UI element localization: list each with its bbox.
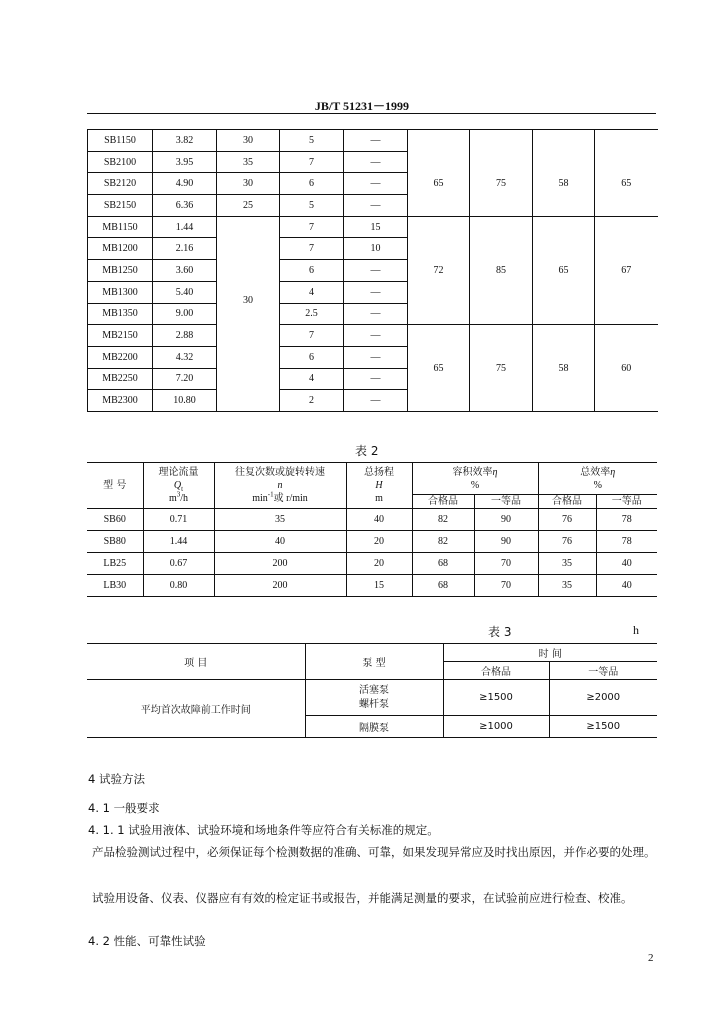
pump-piston: 活塞泵: [359, 684, 389, 696]
tot-pass-cell: 35: [538, 553, 596, 575]
standard-number: JB/T 51231－1999: [314, 99, 410, 113]
item-name: 平均首次故障前工作时间: [87, 680, 305, 738]
model-cell: MB2300: [88, 390, 153, 412]
efficiency-cell: 65: [595, 151, 658, 216]
flow-cell: 0.67: [143, 553, 214, 575]
pressure-cell: —: [344, 195, 408, 217]
model-cell: SB2100: [88, 151, 153, 173]
vol-first-cell: 70: [474, 575, 538, 597]
speed-label: 往复次数或旋转转速: [235, 467, 325, 478]
speed-cell: 200: [214, 575, 346, 597]
table3: [87, 643, 657, 738]
header-rule: [87, 113, 656, 114]
item-header: 项 目: [87, 644, 305, 680]
paragraph-2: 试验用设备、仪表、仪器应有有效的检定证书或报告，并能满足测量的要求，在试验前应进行检查、校准。: [92, 891, 633, 905]
speed-symbol: n: [277, 480, 283, 491]
vol-pass-cell: 68: [412, 553, 474, 575]
pressure-cell: —: [344, 325, 408, 347]
speed-cell: 25: [217, 195, 280, 217]
pass-header: 合格品: [443, 662, 549, 680]
speed-cell: 200: [214, 553, 346, 575]
table2-caption: 表 2: [355, 444, 379, 458]
vol-pass-cell: 82: [412, 531, 474, 553]
tot-pass-cell: 76: [538, 509, 596, 531]
vol-pass-cell: 82: [412, 509, 474, 531]
head-cell: 20: [346, 553, 412, 575]
speed-cell: 35: [217, 151, 280, 173]
pressure-cell: —: [344, 260, 408, 282]
section-4-1-1: 4. 1. 1 试验用液体、试验环境和场地条件等应符合有关标准的规定。: [88, 823, 439, 837]
time-first-2: ≥1500: [549, 716, 657, 738]
head-cell: 6: [280, 346, 344, 368]
pump-screw: 螺杆泵: [359, 698, 389, 710]
table-row: [87, 509, 657, 531]
head-cell: 20: [346, 531, 412, 553]
paragraph-1: 产品检验测试过程中，必须保证每个检测数据的准确、可靠，如果发现异常应及时找出原因，并作必要的处理。: [92, 845, 656, 859]
flow-cell: 2.16: [153, 238, 217, 260]
pressure-cell: —: [344, 346, 408, 368]
first-header: 一等品: [549, 662, 657, 680]
efficiency-cell: 72: [408, 216, 470, 324]
vol-pass-header: 合格品: [412, 495, 474, 509]
efficiency-cell: 60: [595, 325, 658, 412]
flow-unit-base: m: [168, 493, 177, 504]
efficiency-cell: 85: [470, 216, 533, 324]
head-cell: 40: [346, 509, 412, 531]
tot-first-cell: 40: [596, 553, 657, 575]
head-cell: 5: [280, 195, 344, 217]
page-number: 2: [648, 952, 654, 964]
efficiency-cell: 58: [533, 151, 595, 216]
head-cell: 5: [280, 130, 344, 152]
vol-first-cell: 70: [474, 553, 538, 575]
col-vol-eff-header: [412, 463, 538, 495]
pump-type-header: 泵 型: [305, 644, 443, 680]
time-pass-1: ≥1500: [443, 680, 549, 716]
model-cell: MB2150: [88, 325, 153, 347]
model-cell: SB1150: [88, 130, 153, 152]
table-row: [88, 325, 658, 347]
speed-cell: 35: [214, 509, 346, 531]
pressure-cell: —: [344, 368, 408, 390]
flow-cell: 3.82: [153, 130, 217, 152]
pressure-cell: —: [344, 173, 408, 195]
flow-cell: 4.90: [153, 173, 217, 195]
col-speed-header: [214, 463, 346, 509]
speed-unit-b: 或 r/min: [273, 493, 308, 504]
efficiency-cell: 65: [408, 325, 470, 412]
speed-merged-value: 30: [243, 294, 253, 306]
efficiency-cell: 67: [595, 216, 658, 324]
table2: [87, 462, 657, 597]
efficiency-cell: 75: [470, 151, 533, 216]
flow-symbol-sub: t: [181, 485, 184, 493]
flow-symbol: Q: [173, 480, 182, 491]
speed-cell: 30: [217, 173, 280, 195]
model-cell: LB30: [87, 575, 143, 597]
model-cell: MB1200: [88, 238, 153, 260]
table-row: [87, 553, 657, 575]
flow-cell: 2.88: [153, 325, 217, 347]
tot-first-cell: 78: [596, 531, 657, 553]
section-4-1-heading: 4. 1 一般要求: [88, 801, 160, 815]
tot-eff-symbol: η: [610, 466, 616, 478]
col-head-header: [346, 463, 412, 509]
table-row: [88, 130, 658, 152]
head-label: 总扬程: [364, 467, 394, 478]
section-4-heading: 4 试验方法: [88, 772, 145, 786]
efficiency-cell-blank: [470, 130, 533, 152]
head-cell: 7: [280, 325, 344, 347]
efficiency-cell-blank: [533, 130, 595, 152]
vol-first-header: 一等品: [474, 495, 538, 509]
flow-cell: 0.80: [143, 575, 214, 597]
pressure-cell: —: [344, 130, 408, 152]
vol-first-cell: 90: [474, 531, 538, 553]
efficiency-cell: 65: [533, 216, 595, 324]
flow-cell: 9.00: [153, 303, 217, 325]
head-cell: 2.5: [280, 303, 344, 325]
speed-cell-merged: [217, 216, 280, 411]
tot-pass-cell: 76: [538, 531, 596, 553]
tot-eff-unit: %: [593, 479, 602, 491]
model-cell: MB2250: [88, 368, 153, 390]
model-cell: MB1350: [88, 303, 153, 325]
flow-cell: 0.71: [143, 509, 214, 531]
model-cell: MB1300: [88, 281, 153, 303]
pump-type-1: [305, 680, 443, 716]
col-flow-header: [143, 463, 214, 509]
head-cell: 2: [280, 390, 344, 412]
col-model-header: 型 号: [87, 463, 143, 509]
flow-cell: 5.40: [153, 281, 217, 303]
head-unit: m: [375, 493, 383, 504]
tot-first-cell: 40: [596, 575, 657, 597]
table-row: [87, 575, 657, 597]
tot-pass-header: 合格品: [538, 495, 596, 509]
pressure-cell: —: [344, 151, 408, 173]
vol-eff-symbol: η: [492, 466, 498, 478]
head-cell: 15: [346, 575, 412, 597]
model-cell: SB2120: [88, 173, 153, 195]
vol-pass-cell: 68: [412, 575, 474, 597]
time-first-1: ≥2000: [549, 680, 657, 716]
efficiency-cell: 58: [533, 325, 595, 412]
head-cell: 7: [280, 151, 344, 173]
flow-unit-sup: 3: [176, 490, 181, 499]
efficiency-cell: 65: [408, 151, 470, 216]
vol-eff-label: 容积效率: [452, 466, 493, 478]
table3-unit: h: [633, 623, 639, 637]
tot-first-cell: 78: [596, 509, 657, 531]
flow-cell: 4.32: [153, 346, 217, 368]
flow-cell: 10.80: [153, 390, 217, 412]
time-header: 时 间: [443, 644, 657, 662]
tot-pass-cell: 35: [538, 575, 596, 597]
table-row: [88, 151, 658, 173]
pressure-cell: 15: [344, 216, 408, 238]
tot-eff-label: 总效率: [580, 466, 611, 478]
flow-cell: 1.44: [153, 216, 217, 238]
model-cell: SB2150: [88, 195, 153, 217]
model-cell: SB80: [87, 531, 143, 553]
model-cell: MB2200: [88, 346, 153, 368]
model-cell: LB25: [87, 553, 143, 575]
efficiency-cell-blank: [595, 130, 658, 152]
flow-unit-tail: /h: [180, 493, 189, 504]
head-cell: 7: [280, 238, 344, 260]
head-cell: 4: [280, 281, 344, 303]
model-cell: MB1250: [88, 260, 153, 282]
flow-cell: 1.44: [143, 531, 214, 553]
head-cell: 4: [280, 368, 344, 390]
head-cell: 7: [280, 216, 344, 238]
efficiency-cell: 75: [470, 325, 533, 412]
time-pass-2: ≥1000: [443, 716, 549, 738]
pressure-cell: 10: [344, 238, 408, 260]
head-cell: 6: [280, 173, 344, 195]
model-cell: MB1150: [88, 216, 153, 238]
speed-cell: 40: [214, 531, 346, 553]
table3-caption: 表 3: [488, 625, 512, 639]
table-continued: [87, 129, 658, 412]
head-cell: 6: [280, 260, 344, 282]
flow-cell: 3.60: [153, 260, 217, 282]
pump-diaphragm: 隔膜泵: [305, 716, 443, 738]
speed-unit-a: min: [252, 493, 268, 504]
efficiency-cell-blank: [408, 130, 470, 152]
flow-cell: 6.36: [153, 195, 217, 217]
flow-cell: 3.95: [153, 151, 217, 173]
tot-first-header: 一等品: [596, 495, 657, 509]
head-symbol: H: [375, 480, 383, 491]
pressure-cell: —: [344, 303, 408, 325]
pressure-cell: —: [344, 281, 408, 303]
vol-first-cell: 90: [474, 509, 538, 531]
flow-cell: 7.20: [153, 368, 217, 390]
speed-unit-sup: -1: [267, 490, 274, 499]
speed-cell: 30: [217, 130, 280, 152]
pressure-cell: —: [344, 390, 408, 412]
vol-eff-unit: %: [470, 479, 480, 491]
table-row: [87, 531, 657, 553]
section-4-2-heading: 4. 2 性能、可靠性试验: [88, 934, 206, 948]
table-row: [88, 216, 658, 238]
col-tot-eff-header: [538, 463, 657, 495]
flow-label: 理论流量: [158, 467, 199, 478]
model-cell: SB60: [87, 509, 143, 531]
